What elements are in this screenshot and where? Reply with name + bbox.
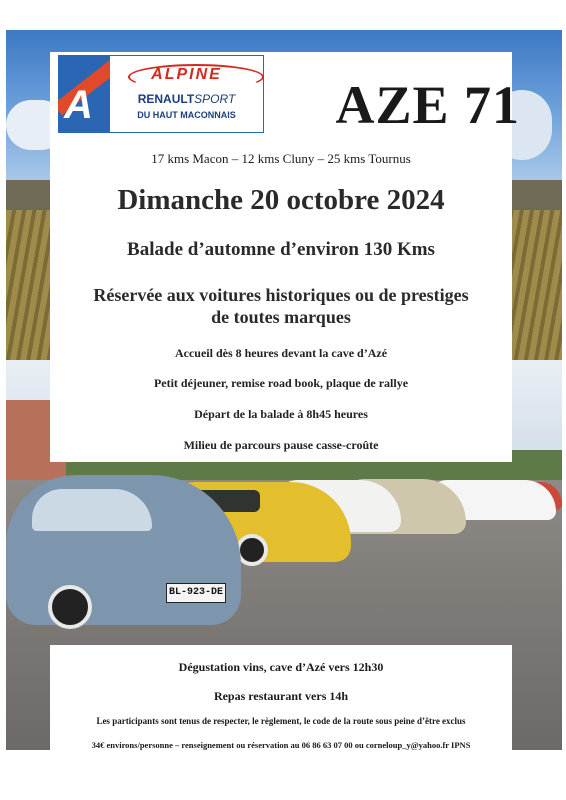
rules-notice: Les participants sont tenus de respecter, le règlement, le code de la route sous peine d’être exclus [96,716,466,726]
wheel [48,585,92,629]
program-item: Accueil dès 8 heures devant la cave d’Azé [174,346,388,360]
alpine-renault-sport-logo [58,55,264,133]
logo-alpine: ALPINE [151,66,222,83]
ride-description: Balade d’automne d’environ 130 Kms [127,239,435,260]
logo-renault [110,92,263,106]
contact-info: 34€ environs/personne – renseignement ou réservation au 06 86 63 07 00 ou corneloup_y@yahoo.fr IPNS [91,740,471,750]
eligibility-text [55,284,507,328]
license-plate: BL-923-DE [166,583,226,603]
alpine-a-monogram [58,55,110,133]
page-title: AZE 71 [335,75,520,135]
meal-info: Repas restaurant vers 14h [213,689,349,703]
car-blue-dauphine [6,475,241,625]
eligibility-line-2: de toutes marques [211,307,351,327]
logo-text-block [110,55,264,133]
logo-swoosh [128,64,264,90]
program-item: Départ de la balade à 8h45 heures [194,407,368,421]
car-window [32,489,152,531]
eligibility-line-1: Réservée aux voitures historiques ou de prestiges [93,285,469,305]
distances-line: 17 kms Macon – 12 kms Cluny – 25 kms Tournus [151,151,411,166]
program-item: Milieu de parcours pause casse-croûte [183,438,379,452]
logo-sport-text: SPORT [194,92,236,106]
logo-club: DU HAUT MACONNAIS [137,110,236,120]
logo-monogram-letter: A [64,83,93,127]
program-item: Petit déjeuner, remise road book, plaque de rallye [153,376,409,390]
logo-renault-text: RENAULT [137,92,195,106]
event-date: Dimanche 20 octobre 2024 [117,184,445,216]
wine-tasting: Dégustation vins, cave d’Azé vers 12h30 [178,660,384,674]
